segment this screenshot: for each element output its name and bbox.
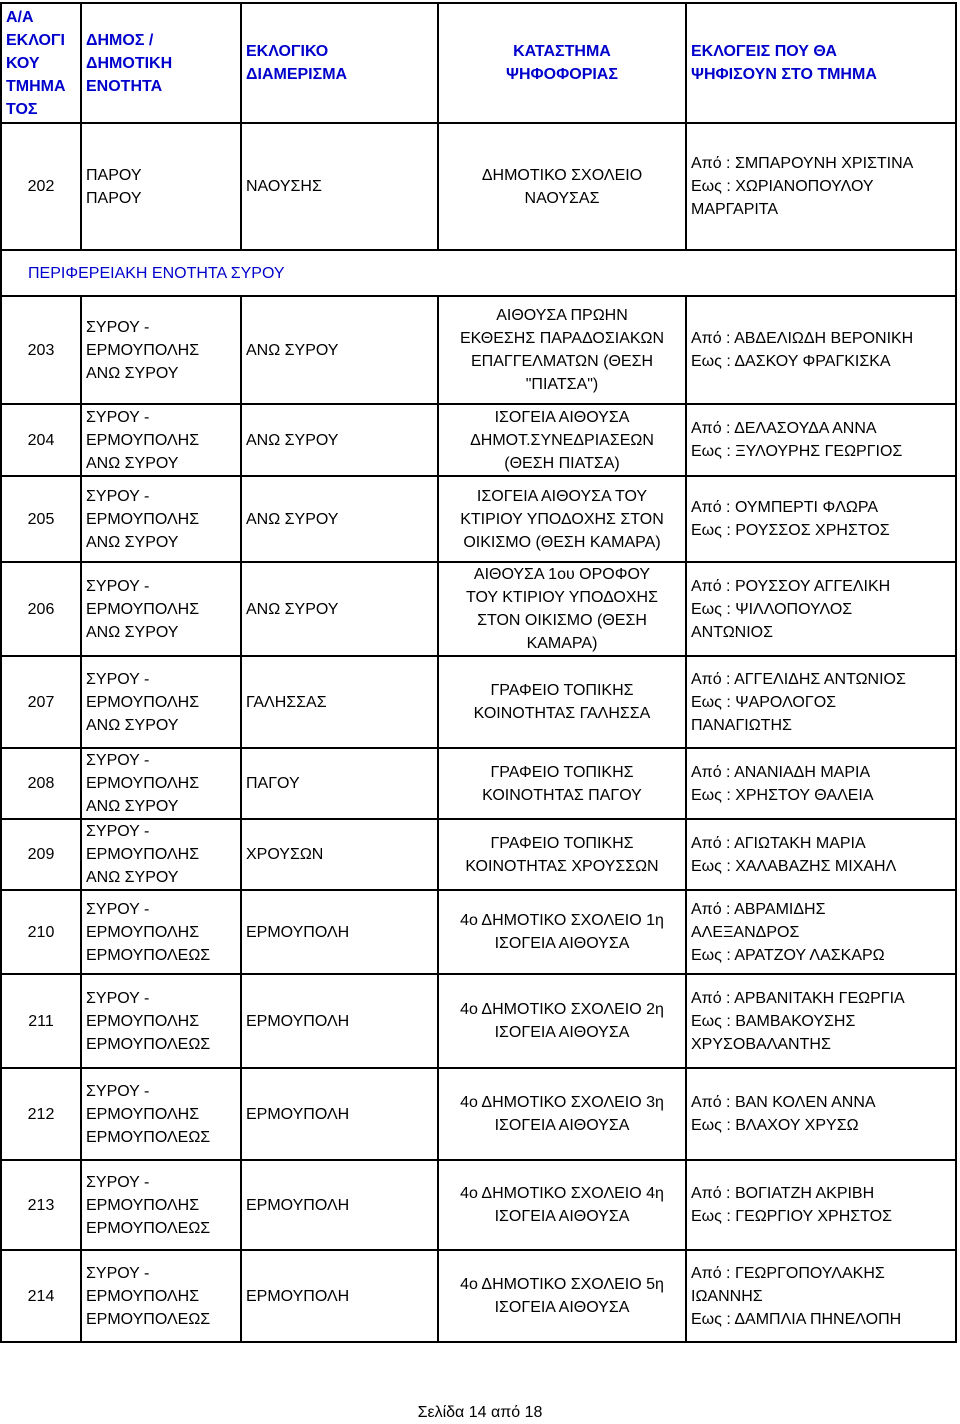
station-cell-line: ΙΣΟΓΕΙΑ ΑΙΘΟΥΣΑ ΤΟΥ [476, 487, 648, 505]
municipality-cell-line: ΣΥΡΟΥ - [86, 670, 150, 688]
station-number: 211 [1, 974, 81, 1068]
table-row [1, 656, 956, 748]
voters-range-cell [686, 296, 956, 404]
municipality-cell [81, 1160, 241, 1250]
station-cell [438, 974, 686, 1068]
voters-range-cell-line: Από : ΑΒΡΑΜΙΔΗΣ [691, 900, 826, 918]
station-cell-line: ΙΣΟΓΕΙΑ ΑΙΘΟΥΣΑ [494, 1024, 630, 1041]
section-title: ΠΕΡΙΦΕΡΕΙΑΚΗ ΕΝΟΤΗΤΑ ΣΥΡΟΥ [1, 250, 956, 296]
header-number-line: ΤΟΣ [6, 100, 38, 118]
voters-range-cell-line: Εως : ΡΟΥΣΣΟΣ ΧΡΗΣΤΟΣ [691, 522, 890, 539]
district-cell-line: ΑΝΩ ΣΥΡΟΥ [246, 431, 339, 449]
station-cell-line: ΓΡΑΦΕΙΟ ΤΟΠΙΚΗΣ [490, 834, 634, 852]
voters-range-cell-line: Από : ΔΕΛΑΣΟΥΔΑ ΑΝΝΑ [691, 420, 877, 437]
station-cell [438, 296, 686, 404]
table-row [1, 819, 956, 890]
district-cell-line: ΝΑΟΥΣΗΣ [246, 178, 322, 195]
municipality-cell-line: ΣΥΡΟΥ - [86, 408, 150, 426]
voters-range-cell-line: Εως : ΨΙΛΛΟΠΟΥΛΟΣ [691, 600, 853, 618]
station-cell-line: 4ο ΔΗΜΟΤΙΚΟ ΣΧΟΛΕΙΟ 5η [460, 1276, 664, 1293]
voters-range-cell-line: Εως : ΔΑΜΠΛΙΑ ΠΗΝΕΛΟΠΗ [691, 1310, 902, 1328]
voters-range-cell-line: Εως : ΞΥΛΟΥΡΗΣ ΓΕΩΡΓΙΟΣ [691, 443, 903, 460]
district-cell-line: ΕΡΜΟΥΠΟΛΗ [246, 1012, 350, 1030]
district-cell [241, 819, 438, 890]
header-municipality-line: ΔΗΜΟΣ / [86, 31, 154, 49]
voters-range-cell-line: ΙΩΑΝΝΗΣ [691, 1287, 763, 1305]
station-cell-line: ΚΟΙΝΟΤΗΤΑΣ ΠΑΓΟΥ [482, 786, 642, 804]
station-cell-line: 4ο ΔΗΜΟΤΙΚΟ ΣΧΟΛΕΙΟ 2η [460, 1001, 664, 1018]
station-cell [438, 656, 686, 748]
municipality-cell-line: ΣΥΡΟΥ - [86, 487, 150, 505]
table-row [1, 890, 956, 974]
district-cell [241, 404, 438, 476]
station-cell [438, 748, 686, 819]
municipality-cell-line: ΑΝΩ ΣΥΡΟΥ [86, 716, 179, 734]
municipality-cell-line: ΕΡΜΟΥΠΟΛΗΣ [86, 1012, 200, 1030]
district-cell [241, 1250, 438, 1342]
municipality-cell-line: ΕΡΜΟΥΠΟΛΕΩΣ [86, 1219, 211, 1237]
voters-range-cell-line: Εως : ΧΩΡΙΑΝΟΠΟΥΛΟΥ [691, 178, 874, 195]
voters-range-cell-line: Από : ΑΝΑΝΙΑΔΗ ΜΑΡΙΑ [691, 763, 871, 781]
station-cell-line: (ΘΕΣΗ ΠΙΑΤΣΑ) [504, 454, 620, 472]
table-row [1, 1160, 956, 1250]
district-cell-line: ΓΑΛΗΣΣΑΣ [246, 693, 327, 711]
station-cell-line: ΝΑΟΥΣΑΣ [524, 189, 600, 207]
district-cell-line: ΕΡΜΟΥΠΟΛΗ [246, 1105, 350, 1123]
header-number [1, 3, 81, 123]
station-cell-line: ΙΣΟΓΕΙΑ ΑΙΘΟΥΣΑ [494, 935, 630, 952]
municipality-cell-line: ΑΝΩ ΣΥΡΟΥ [86, 454, 179, 472]
station-number: 203 [1, 296, 81, 404]
station-number: 213 [1, 1160, 81, 1250]
municipality-cell [81, 748, 241, 819]
station-cell-line: 4ο ΔΗΜΟΤΙΚΟ ΣΧΟΛΕΙΟ 4η [460, 1185, 664, 1202]
station-number: 208 [1, 748, 81, 819]
header-number-line: Α/Α [6, 8, 34, 26]
voters-range-cell-line: Από : ΓΕΩΡΓΟΠΟΥΛΑΚΗΣ [691, 1264, 885, 1282]
voters-range-cell-line: ΧΡΥΣΟΒΑΛΑΝΤΗΣ [691, 1035, 831, 1053]
voters-range-cell-line: Εως : ΒΑΜΒΑΚΟΥΣΗΣ [691, 1012, 856, 1030]
header-number-line: ΤΜΗΜΑ [6, 77, 66, 95]
district-cell [241, 890, 438, 974]
municipality-cell-line: ΑΝΩ ΣΥΡΟΥ [86, 798, 179, 815]
header-number-line: ΚΟΥ [6, 54, 40, 72]
station-cell-line: ΓΡΑΦΕΙΟ ΤΟΠΙΚΗΣ [490, 682, 634, 699]
station-cell-line: ΙΣΟΓΕΙΑ ΑΙΘΟΥΣΑ [494, 1208, 630, 1225]
voters-range-cell-line: Από : ΣΜΠΑΡΟΥΝΗ ΧΡΙΣΤΙΝΑ [691, 155, 914, 172]
municipality-cell-line: ΕΡΜΟΥΠΟΛΕΩΣ [86, 1310, 211, 1328]
station-cell-line: ΤΟΥ ΚΤΙΡΙΟΥ ΥΠΟΔΟΧΗΣ [466, 589, 658, 606]
voters-range-cell-line: Από : ΑΓΙΩΤΑΚΗ ΜΑΡΙΑ [691, 834, 866, 852]
municipality-cell-line: ΕΡΜΟΥΠΟΛΗΣ [86, 600, 200, 618]
station-number: 204 [1, 404, 81, 476]
table-row [1, 1250, 956, 1342]
district-cell-line: ΠΑΓΟΥ [246, 775, 300, 792]
voters-range-cell-line: Εως : ΧΡΗΣΤΟΥ ΘΑΛΕΙΑ [691, 786, 874, 804]
municipality-cell-line: ΣΥΡΟΥ - [86, 1082, 150, 1100]
station-cell [438, 819, 686, 890]
municipality-cell-line: ΠΑΡΟΥ [86, 166, 142, 184]
station-cell [438, 404, 686, 476]
voters-range-cell-line: Από : ΑΓΓΕΛΙΔΗΣ ΑΝΤΩΝΙΟΣ [691, 670, 906, 688]
table-row [1, 1068, 956, 1160]
station-cell-line: ΚΟΙΝΟΤΗΤΑΣ ΓΑΛΗΣΣΑ [473, 705, 651, 722]
voters-range-cell-line: Εως : ΨΑΡΟΛΟΓΟΣ [691, 693, 837, 711]
station-cell-line: ΔΗΜΟΤ.ΣΥΝΕΔΡΙΑΣΕΩΝ [470, 431, 654, 449]
header-district-line: ΔΙΑΜΕΡΙΣΜΑ [246, 66, 348, 83]
municipality-cell-line: ΣΥΡΟΥ - [86, 577, 150, 595]
municipality-cell-line: ΠΑΡΟΥ [86, 189, 142, 207]
station-number: 205 [1, 476, 81, 562]
page-footer: Σελίδα 14 από 18 [417, 1404, 543, 1421]
voters-range-cell-line: ΑΛΕΞΑΝΔΡΟΣ [691, 923, 800, 941]
municipality-cell-line: ΕΡΜΟΥΠΟΛΗΣ [86, 1105, 200, 1123]
municipality-cell-line: ΕΡΜΟΥΠΟΛΗΣ [86, 923, 200, 941]
voters-range-cell-line: Από : ΒΑΝ ΚΟΛΕΝ ΑΝΝΑ [691, 1094, 876, 1111]
municipality-cell [81, 819, 241, 890]
voters-range-cell-line: Από : ΟΥΜΠΕΡΤΙ ΦΛΩΡΑ [691, 499, 879, 516]
voters-range-cell [686, 1160, 956, 1250]
table-row [1, 748, 956, 819]
header-station [438, 3, 686, 123]
municipality-cell [81, 562, 241, 656]
district-cell-line: ΕΡΜΟΥΠΟΛΗ [246, 923, 350, 941]
municipality-cell-line: ΕΡΜΟΥΠΟΛΗΣ [86, 693, 200, 711]
header-voters-line: ΨΗΦΙΣΟΥΝ ΣΤΟ ΤΜΗΜΑ [691, 66, 877, 83]
voters-range-cell [686, 562, 956, 656]
voters-range-cell [686, 748, 956, 819]
station-cell-line: ΙΣΟΓΕΙΑ ΑΙΘΟΥΣΑ [494, 1299, 630, 1316]
district-cell [241, 748, 438, 819]
municipality-cell [81, 1250, 241, 1342]
station-number: 209 [1, 819, 81, 890]
voters-range-cell-line: Εως : ΑΡΑΤΖΟΥ ΛΑΣΚΑΡΩ [691, 946, 885, 964]
station-cell-line: ΚΟΙΝΟΤΗΤΑΣ ΧΡΟΥΣΣΩΝ [465, 857, 659, 875]
voters-range-cell [686, 974, 956, 1068]
station-cell-line: ΑΙΘΟΥΣΑ ΠΡΩΗΝ [496, 307, 628, 324]
district-cell [241, 1068, 438, 1160]
voters-range-cell-line: Εως : ΧΑΛΑΒΑΖΗΣ ΜΙΧΑΗΛ [691, 857, 897, 875]
municipality-cell-line: ΣΥΡΟΥ - [86, 1173, 150, 1191]
municipality-cell-line: ΑΝΩ ΣΥΡΟΥ [86, 364, 179, 382]
station-cell-line: 4ο ΔΗΜΟΤΙΚΟ ΣΧΟΛΕΙΟ 3η [460, 1094, 664, 1111]
header-voters [686, 3, 956, 123]
station-cell-line: 4ο ΔΗΜΟΤΙΚΟ ΣΧΟΛΕΙΟ 1η [460, 912, 664, 929]
municipality-cell-line: ΑΝΩ ΣΥΡΟΥ [86, 623, 179, 641]
voters-range-cell-line: Από : ΑΡΒΑΝΙΤΑΚΗ ΓΕΩΡΓΙΑ [691, 989, 905, 1007]
voters-range-cell-line: Από : ΡΟΥΣΣΟΥ ΑΓΓΕΛΙΚΗ [691, 577, 891, 595]
voters-range-cell [686, 819, 956, 890]
header-municipality-line: ΕΝΟΤΗΤΑ [86, 77, 163, 95]
station-cell [438, 1250, 686, 1342]
municipality-cell [81, 1068, 241, 1160]
district-cell-line: ΕΡΜΟΥΠΟΛΗ [246, 1196, 350, 1214]
municipality-cell [81, 404, 241, 476]
table-row [1, 123, 956, 250]
table-row [1, 296, 956, 404]
header-municipality [81, 3, 241, 123]
voters-range-cell-line: Εως : ΔΑΣΚΟΥ ΦΡΑΓΚΙΣΚΑ [691, 353, 891, 370]
polling-stations-table [0, 2, 957, 1343]
district-cell-line: ΑΝΩ ΣΥΡΟΥ [246, 510, 339, 528]
voters-range-cell-line: ΜΑΡΓΑΡΙΤΑ [691, 201, 779, 218]
station-cell-line: ΓΡΑΦΕΙΟ ΤΟΠΙΚΗΣ [490, 763, 634, 781]
municipality-cell-line: ΕΡΜΟΥΠΟΛΗΣ [86, 846, 200, 863]
municipality-cell-line: ΑΝΩ ΣΥΡΟΥ [86, 869, 179, 886]
station-number: 202 [1, 123, 81, 250]
station-number: 207 [1, 656, 81, 748]
station-cell-line: ΙΣΟΓΕΙΑ ΑΙΘΟΥΣΑ [494, 408, 630, 426]
municipality-cell [81, 123, 241, 250]
station-number: 210 [1, 890, 81, 974]
header-station-line: ΚΑΤΑΣΤΗΜΑ [513, 43, 611, 60]
municipality-cell-line: ΣΥΡΟΥ - [86, 318, 150, 336]
table-row [1, 974, 956, 1068]
district-cell [241, 974, 438, 1068]
voters-range-cell-line: Από : ΑΒΔΕΛΙΩΔΗ ΒΕΡΟΝΙΚΗ [691, 330, 914, 347]
district-cell-line: ΑΝΩ ΣΥΡΟΥ [246, 600, 339, 618]
station-cell-line: ΚΤΙΡΙΟΥ ΥΠΟΔΟΧΗΣ ΣΤΟΝ [460, 510, 664, 528]
voters-range-cell-line: Από : ΒΟΓΙΑΤΖΗ ΑΚΡΙΒΗ [691, 1185, 875, 1202]
station-cell-line: ΣΤΟΝ ΟΙΚΙΣΜΟ (ΘΕΣΗ [477, 612, 647, 629]
voters-range-cell-line: Εως : ΓΕΩΡΓΙΟΥ ΧΡΗΣΤΟΣ [691, 1208, 892, 1225]
station-cell-line: ΑΙΘΟΥΣΑ 1ου ΟΡΟΦΟΥ [473, 566, 651, 583]
district-cell-line: ΑΝΩ ΣΥΡΟΥ [246, 341, 339, 359]
station-cell [438, 1068, 686, 1160]
municipality-cell [81, 476, 241, 562]
district-cell [241, 296, 438, 404]
municipality-cell [81, 974, 241, 1068]
station-number: 212 [1, 1068, 81, 1160]
header-row [1, 3, 956, 123]
voters-range-cell [686, 890, 956, 974]
voters-range-cell-line: ΠΑΝΑΓΙΩΤΗΣ [691, 716, 792, 734]
municipality-cell-line: ΣΥΡΟΥ - [86, 900, 150, 918]
station-cell [438, 476, 686, 562]
station-cell-line: ΙΣΟΓΕΙΑ ΑΙΘΟΥΣΑ [494, 1117, 630, 1134]
table-row [1, 404, 956, 476]
municipality-cell-line: ΣΥΡΟΥ - [86, 823, 150, 840]
station-cell-line: "ΠΙΑΤΣΑ") [525, 376, 599, 393]
district-cell-line: ΕΡΜΟΥΠΟΛΗ [246, 1287, 350, 1305]
station-cell [438, 1160, 686, 1250]
voters-range-cell [686, 1250, 956, 1342]
header-municipality-line: ΔΗΜΟΤΙΚΗ [86, 54, 173, 72]
municipality-cell-line: ΕΡΜΟΥΠΟΛΕΩΣ [86, 1035, 211, 1053]
municipality-cell-line: ΕΡΜΟΥΠΟΛΕΩΣ [86, 1128, 211, 1146]
voters-range-cell-line: Εως : ΒΛΑΧΟΥ ΧΡΥΣΩ [691, 1117, 859, 1134]
municipality-cell-line: ΕΡΜΟΥΠΟΛΗΣ [86, 1287, 200, 1305]
voters-range-cell [686, 656, 956, 748]
municipality-cell-line: ΕΡΜΟΥΠΟΛΗΣ [86, 510, 200, 528]
station-cell-line: ΕΚΘΕΣΗΣ ΠΑΡΑΔΟΣΙΑΚΩΝ [459, 330, 665, 347]
station-cell-line: ΔΗΜΟΤΙΚΟ ΣΧΟΛΕΙΟ [481, 166, 643, 184]
municipality-cell-line: ΣΥΡΟΥ - [86, 752, 150, 769]
station-cell-line: ΚΑΜΑΡΑ) [526, 635, 598, 652]
header-voters-line: ΕΚΛΟΓΕΙΣ ΠΟΥ ΘΑ [691, 43, 837, 60]
municipality-cell [81, 890, 241, 974]
district-cell-line: ΧΡΟΥΣΩΝ [246, 846, 324, 863]
voters-range-cell [686, 123, 956, 250]
voters-range-cell [686, 476, 956, 562]
district-cell [241, 123, 438, 250]
station-number: 206 [1, 562, 81, 656]
voters-range-cell [686, 404, 956, 476]
station-cell [438, 562, 686, 656]
header-district-line: ΕΚΛΟΓΙΚΟ [246, 43, 329, 60]
municipality-cell-line: ΕΡΜΟΥΠΟΛΕΩΣ [86, 946, 211, 964]
municipality-cell-line: ΣΥΡΟΥ - [86, 1264, 150, 1282]
municipality-cell-line: ΕΡΜΟΥΠΟΛΗΣ [86, 341, 200, 359]
municipality-cell [81, 296, 241, 404]
station-cell-line: ΟΙΚΙΣΜΟ (ΘΕΣΗ ΚΑΜΑΡΑ) [463, 533, 661, 551]
municipality-cell-line: ΕΡΜΟΥΠΟΛΗΣ [86, 775, 200, 792]
table-row [1, 476, 956, 562]
district-cell [241, 656, 438, 748]
station-number: 214 [1, 1250, 81, 1342]
section-row [1, 250, 956, 296]
district-cell [241, 562, 438, 656]
voters-range-cell-line: ΑΝΤΩΝΙΟΣ [691, 623, 774, 641]
municipality-cell-line: ΕΡΜΟΥΠΟΛΗΣ [86, 1196, 200, 1214]
header-station-line: ΨΗΦΟΦΟΡΙΑΣ [506, 66, 618, 83]
station-cell [438, 123, 686, 250]
municipality-cell-line: ΣΥΡΟΥ - [86, 989, 150, 1007]
municipality-cell-line: ΕΡΜΟΥΠΟΛΗΣ [86, 431, 200, 449]
district-cell [241, 1160, 438, 1250]
voters-range-cell [686, 1068, 956, 1160]
district-cell [241, 476, 438, 562]
municipality-cell-line: ΑΝΩ ΣΥΡΟΥ [86, 533, 179, 551]
station-cell-line: ΕΠΑΓΓΕΛΜΑΤΩΝ (ΘΕΣΗ [470, 353, 654, 370]
header-district [241, 3, 438, 123]
header-number-line: ΕΚΛΟΓΙ [6, 31, 65, 49]
table-row [1, 562, 956, 656]
municipality-cell [81, 656, 241, 748]
station-cell [438, 890, 686, 974]
